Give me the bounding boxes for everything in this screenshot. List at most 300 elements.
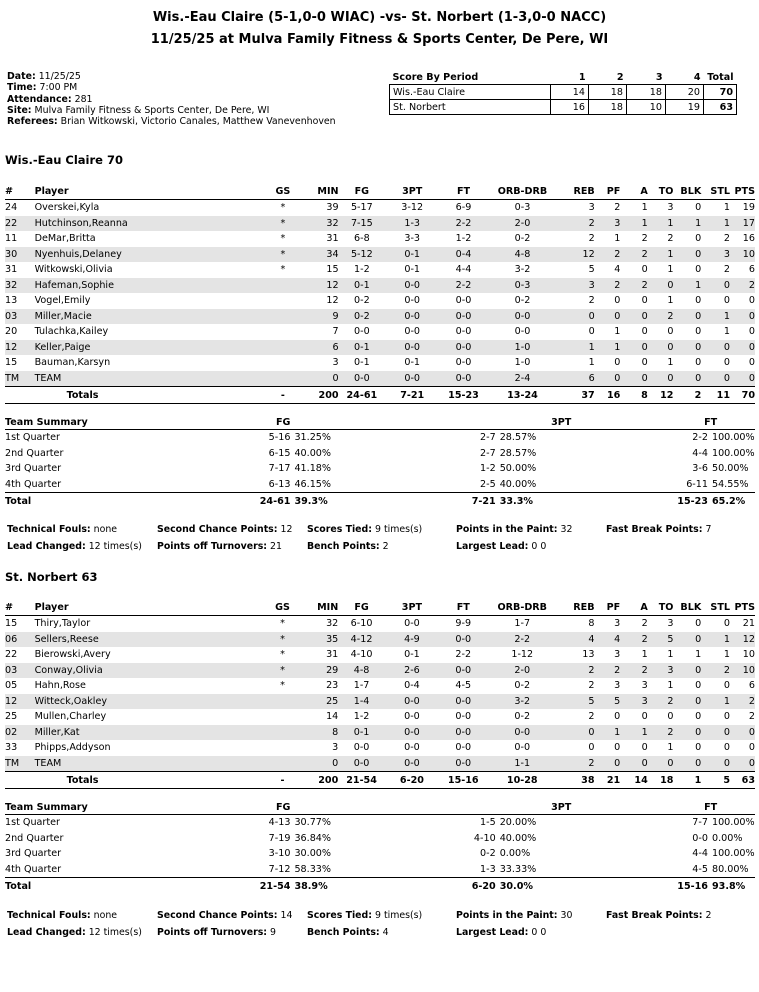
summary-total-row	[5, 493, 755, 510]
cell-reb: 2	[588, 711, 595, 723]
meta-attendance: Attendance: 281	[7, 93, 93, 105]
misc-scores-tied	[307, 907, 422, 924]
summary-cell: 50.00%	[711, 463, 749, 475]
misc-paint	[456, 521, 572, 538]
cell-ast: 0	[641, 742, 648, 754]
cell-ast: 2	[641, 618, 648, 630]
cell-ft: 6-9	[455, 202, 472, 214]
cell-reb: 2	[588, 233, 595, 245]
cell-reb: 0	[557, 725, 595, 741]
team-summary-title: Team Summary	[5, 801, 241, 815]
summary-cell: 36.84%	[294, 832, 332, 844]
total-player: Totals	[35, 772, 267, 789]
misc-label: Largest Lead:	[456, 927, 529, 938]
cell-blk: 0	[673, 309, 701, 325]
summary-cell: 100.00%	[711, 817, 755, 829]
totals-row	[5, 387, 755, 404]
cell-3pt: 0-0	[404, 742, 420, 754]
cell-3pt: 0-0	[404, 618, 420, 630]
team-summary-table	[5, 801, 755, 894]
cell-pts: 19	[742, 202, 755, 214]
cell-ft: 0-0	[439, 309, 487, 325]
player-row	[5, 216, 755, 232]
cell-ft: 2-2	[439, 216, 487, 232]
cell-player: TEAM	[35, 371, 267, 387]
summary-cell: 2-2	[692, 432, 708, 444]
player-row	[5, 663, 755, 679]
cell-player: Hahn,Rose	[34, 680, 86, 692]
box-score-body	[5, 184, 755, 404]
cell-player: Keller,Paige	[35, 340, 267, 356]
column-header-gs: GS	[267, 184, 299, 200]
misc-label: Lead Changed:	[7, 541, 86, 552]
cell-orb-drb: 0-2	[514, 711, 531, 723]
summary-cell: 33.33%	[499, 863, 537, 875]
summary-cell: 4th Quarter	[5, 478, 62, 490]
summary-cell: 80.00%	[711, 863, 749, 875]
summary-cell: 4-10	[473, 832, 496, 844]
cell-fg: 0-1	[339, 278, 386, 294]
player-row	[5, 355, 755, 371]
summary-cell: 2nd Quarter	[5, 447, 64, 459]
cell-reb: 6	[557, 371, 595, 387]
cell-player: Tulachka,Kailey	[34, 326, 109, 338]
cell-pf: 5	[595, 694, 621, 710]
cell-3pt: 0-0	[404, 295, 421, 307]
cell-to: 1	[648, 216, 674, 232]
summary-cell: 38.9%	[290, 878, 456, 895]
cell-pts: 2	[748, 711, 755, 723]
cell-reb: 3	[557, 278, 595, 294]
cell-stl: 0	[723, 357, 730, 369]
cell-stl: 0	[701, 340, 730, 356]
cell-fg: 7-15	[339, 216, 386, 232]
cell-jersey: 15	[5, 618, 18, 630]
player-row	[5, 725, 755, 741]
summary-cell: 4-4	[692, 447, 708, 459]
cell-fg: 0-0	[339, 371, 386, 387]
total-min: 200	[299, 387, 338, 404]
summary-cell: 50.00%	[499, 463, 537, 475]
total-ft: 15-16	[439, 772, 488, 789]
misc-label: Points off Turnovers:	[157, 541, 268, 552]
summary-cell: 7-12	[268, 863, 291, 875]
cell-blk: 0	[673, 756, 701, 772]
cell-pf: 3	[614, 649, 621, 661]
player-row	[5, 632, 755, 648]
total-3pt: 6-20	[385, 772, 439, 789]
player-row	[5, 324, 755, 340]
misc-label: Points in the Paint:	[456, 524, 558, 535]
summary-cell: 4-13	[268, 817, 291, 829]
total-ast: 8	[620, 387, 647, 404]
summary-cell: 28.57%	[499, 447, 537, 459]
cell-ast: 0	[641, 357, 648, 369]
box-score-header	[5, 184, 755, 200]
quarter-row	[5, 461, 755, 477]
summary-cell: 3rd Quarter	[5, 463, 62, 475]
summary-cell: 1-2	[480, 463, 496, 475]
team-summary-title: Team Summary	[5, 416, 241, 430]
cell-blk: 0	[695, 357, 702, 369]
column-header-stl: STL	[701, 184, 730, 200]
cell-ast: 2	[620, 278, 647, 294]
cell-stl: 1	[723, 202, 730, 214]
column-header-blk: BLK	[673, 600, 701, 616]
cell-fg: 1-2	[353, 711, 370, 723]
summary-cell: 93.8%	[708, 878, 755, 895]
misc-label: Second Chance Points:	[157, 524, 278, 535]
column-header-orb-drb: ORB-DRB	[488, 184, 557, 200]
summary-cell: 2-7	[480, 447, 496, 459]
cell-pf: 4	[614, 264, 621, 276]
cell-fg: 4-12	[338, 632, 385, 648]
cell-min: 29	[299, 663, 338, 679]
cell-orb-drb: 0-2	[514, 295, 531, 307]
column-header-to: TO	[648, 184, 674, 200]
misc-label: Lead Changed:	[7, 927, 86, 938]
cell-gs: *	[280, 618, 285, 630]
cell-reb: 1	[588, 357, 595, 369]
cell-pts: 0	[730, 725, 755, 741]
summary-cell: 24-61	[241, 493, 291, 510]
column-header-min: MIN	[299, 184, 338, 200]
cell-reb: 0	[588, 742, 595, 754]
cell-fg: 4-10	[350, 649, 373, 661]
cell-reb: 12	[557, 247, 595, 263]
misc-label: Second Chance Points:	[157, 910, 278, 921]
cell-player: Phipps,Addyson	[34, 742, 111, 754]
cell-reb: 3	[588, 202, 595, 214]
misc-value: 4	[382, 927, 389, 938]
total-fg: 21-54	[338, 772, 385, 789]
cell-pts: 16	[742, 233, 755, 245]
cell-jersey: 30	[5, 247, 35, 263]
cell-ft: 0-0	[455, 326, 472, 338]
misc-fast-break	[606, 521, 711, 538]
column-header-fg: FG	[339, 184, 386, 200]
3pt-header: 3PT	[456, 801, 666, 815]
summary-cell: 3-10	[268, 848, 291, 860]
cell-3pt: 0-4	[404, 680, 420, 692]
summary-cell: 15-23	[666, 493, 708, 510]
column-header-orb-drb: ORB-DRB	[488, 600, 557, 616]
cell-gs: *	[266, 632, 299, 648]
cell-to: 1	[667, 649, 674, 661]
cell-fg: 4-8	[338, 663, 385, 679]
total-stl: 5	[701, 772, 730, 789]
cell-blk: 0	[695, 742, 702, 754]
misc-technical-fouls	[7, 907, 117, 924]
cell-ast: 1	[620, 216, 647, 232]
total-pf: 16	[595, 387, 621, 404]
column-header-jersey: #	[5, 600, 35, 616]
cell-blk: 0	[695, 711, 702, 723]
cell-min: 0	[299, 756, 338, 772]
summary-cell: 5-16	[268, 432, 291, 444]
team-summary-body	[5, 801, 755, 894]
total-player: Totals	[35, 387, 267, 404]
cell-reb: 8	[588, 618, 595, 630]
column-header-reb: REB	[557, 184, 595, 200]
cell-stl: 0	[723, 742, 730, 754]
cell-fg: 6-8	[354, 233, 370, 245]
misc-value: 12 times(s)	[88, 927, 142, 938]
cell-jersey: 33	[5, 742, 18, 754]
misc-lead-changed	[7, 538, 142, 555]
cell-stl: 2	[723, 233, 730, 245]
summary-cell: 31.25%	[294, 432, 332, 444]
summary-cell: Total	[5, 878, 241, 895]
player-row	[5, 340, 755, 356]
cell-fg: 0-1	[338, 725, 385, 741]
cell-blk: 1	[695, 649, 702, 661]
cell-gs: *	[280, 202, 286, 214]
meta-site: Site: Mulva Family Fitness & Sports Center, De Pere, WI	[7, 104, 270, 116]
summary-cell: 3-6	[692, 463, 708, 475]
summary-cell: 30.00%	[294, 848, 332, 860]
cell-stl: 2	[723, 264, 730, 276]
score-by-period-table	[389, 71, 737, 115]
cell-reb: 2	[557, 756, 595, 772]
cell-3pt: 3-12	[401, 202, 424, 214]
cell-to: 5	[648, 632, 674, 648]
cell-min: 39	[326, 202, 339, 214]
ft-header: FT	[666, 801, 755, 815]
cell-ast: 2	[620, 247, 647, 263]
team-title: Wis.-Eau Claire 70	[5, 153, 123, 167]
misc-label: Fast Break Points:	[606, 524, 703, 535]
column-header-ast: A	[620, 600, 648, 616]
cell-3pt: 1-3	[385, 216, 439, 232]
cell-ast: 1	[641, 202, 648, 214]
summary-cell: 0.00%	[499, 848, 531, 860]
cell-ast: 0	[620, 309, 647, 325]
summary-cell: 3rd Quarter	[5, 848, 62, 860]
cell-blk: 0	[673, 632, 701, 648]
cell-to: 2	[648, 725, 674, 741]
cell-gs	[267, 355, 299, 371]
cell-pts: 0	[730, 309, 755, 325]
summary-cell: 54.55%	[711, 478, 749, 490]
misc-label: Scores Tied:	[307, 910, 373, 921]
cell-pts: 0	[748, 326, 755, 338]
cell-to: 3	[667, 618, 674, 630]
cell-gs: *	[266, 663, 299, 679]
total-to: 12	[648, 387, 674, 404]
cell-jersey: 12	[5, 340, 35, 356]
cell-gs	[266, 694, 299, 710]
cell-reb: 13	[582, 649, 595, 661]
cell-fg: 1-4	[338, 694, 385, 710]
meta-time: Time: 7:00 PM	[7, 82, 78, 94]
total-pts: 70	[730, 387, 755, 404]
score-by-period-title: Score By Period	[390, 71, 551, 85]
cell-pf: 0	[614, 711, 621, 723]
column-header-stl: STL	[701, 600, 730, 616]
total-pf: 21	[595, 772, 621, 789]
fg-header: FG	[241, 416, 456, 430]
quarter-row	[5, 477, 755, 493]
cell-min: 12	[326, 295, 339, 307]
summary-cell: 0-2	[480, 848, 496, 860]
cell-pts: 0	[730, 756, 755, 772]
summary-cell: 7-7	[692, 817, 708, 829]
cell-gs: *	[267, 216, 299, 232]
cell-gs: *	[280, 233, 286, 245]
cell-gs: *	[280, 264, 286, 276]
cell-ft: 0-0	[439, 632, 488, 648]
cell-stl: 0	[701, 371, 730, 387]
cell-jersey: 03	[5, 309, 35, 325]
cell-player: TEAM	[35, 756, 267, 772]
cell-gs	[266, 725, 299, 741]
total-fg: 24-61	[339, 387, 386, 404]
player-row	[5, 678, 755, 694]
cell-orb-drb: 0-3	[514, 202, 531, 214]
cell-player: Witkowski,Olivia	[34, 264, 113, 276]
summary-cell: 4-4	[692, 848, 708, 860]
summary-cell: 6-20	[456, 878, 496, 895]
cell-ft: 0-0	[455, 742, 472, 754]
player-row	[5, 200, 755, 216]
cell-orb-drb: 4-8	[488, 247, 557, 263]
quarter-row	[5, 831, 755, 847]
cell-stl: 1	[701, 216, 730, 232]
cell-orb-drb: 0-0	[488, 725, 557, 741]
cell-jersey: 32	[5, 278, 35, 294]
cell-to: 3	[648, 663, 674, 679]
misc-largest-lead	[456, 538, 546, 555]
cell-pf: 0	[595, 309, 621, 325]
cell-ft: 0-0	[455, 357, 472, 369]
column-header-pf: PF	[595, 600, 621, 616]
misc-value: 9 times(s)	[375, 524, 423, 535]
summary-cell: 7-21	[456, 493, 496, 510]
misc-value: 12 times(s)	[88, 541, 142, 552]
cell-orb-drb: 0-0	[514, 742, 531, 754]
cell-fg: 0-1	[354, 357, 370, 369]
cell-stl: 0	[701, 278, 730, 294]
box-score-header	[5, 600, 755, 616]
column-header-reb: REB	[557, 600, 595, 616]
column-header-fg: FG	[338, 600, 385, 616]
summary-cell: 15-16	[666, 878, 708, 895]
summary-cell: 46.15%	[294, 478, 332, 490]
cell-player: Hafeman,Sophie	[35, 278, 267, 294]
summary-cell: 4th Quarter	[5, 863, 62, 875]
cell-reb: 0	[588, 326, 595, 338]
misc-turnovers	[157, 538, 282, 555]
cell-blk: 0	[673, 371, 701, 387]
cell-jersey: 22	[5, 216, 35, 232]
cell-ft: 0-0	[439, 340, 487, 356]
cell-gs	[266, 740, 299, 756]
cell-pf: 0	[614, 357, 621, 369]
cell-stl: 2	[701, 663, 730, 679]
cell-min: 34	[299, 247, 338, 263]
cell-pts: 2	[730, 278, 755, 294]
cell-pf: 1	[614, 326, 621, 338]
cell-pf: 2	[595, 247, 621, 263]
cell-to: 0	[648, 340, 674, 356]
score-by-period-header: Score By Period 1 2 3 4 Total	[390, 71, 737, 85]
quarter-row	[5, 815, 755, 831]
cell-ast: 0	[641, 295, 648, 307]
cell-blk: 0	[673, 340, 701, 356]
cell-ft: 0-0	[439, 725, 488, 741]
misc-label: Bench Points:	[307, 927, 380, 938]
ft-header: FT	[666, 416, 755, 430]
cell-orb-drb: 2-0	[488, 663, 557, 679]
summary-cell: 4-5	[692, 863, 708, 875]
total-ft: 15-23	[439, 387, 487, 404]
summary-cell: 100.00%	[711, 432, 755, 444]
cell-min: 32	[326, 618, 339, 630]
quarter-row	[5, 846, 755, 862]
cell-blk: 0	[695, 202, 702, 214]
cell-blk: 0	[673, 247, 701, 263]
total-orb-drb: 13-24	[488, 387, 557, 404]
cell-ast: 1	[620, 725, 648, 741]
cell-player: Sellers,Reese	[35, 632, 267, 648]
cell-pts: 6	[748, 264, 755, 276]
cell-blk: 0	[673, 694, 701, 710]
player-row	[5, 247, 755, 263]
cell-to: 2	[648, 694, 674, 710]
misc-bench	[307, 924, 389, 941]
misc-technical-fouls	[7, 521, 117, 538]
cell-to: 3	[667, 202, 674, 214]
player-row	[5, 647, 755, 663]
cell-3pt: 0-0	[404, 326, 421, 338]
cell-3pt: 0-1	[404, 649, 420, 661]
cell-player: Bauman,Karsyn	[34, 357, 111, 369]
cell-stl: 0	[723, 618, 730, 630]
cell-blk: 0	[695, 618, 702, 630]
game-matchup-title: Wis.-Eau Claire (5-1,0-0 WIAC) -vs- St. Norbert (1-3,0-0 NACC)	[152, 10, 607, 25]
cell-blk: 1	[673, 216, 701, 232]
cell-min: 32	[299, 216, 338, 232]
total-ast: 14	[620, 772, 648, 789]
summary-cell: 30.77%	[294, 817, 332, 829]
box-score-table	[5, 184, 755, 404]
cell-pts: 10	[730, 247, 755, 263]
cell-pf: 0	[614, 295, 621, 307]
summary-cell: 40.00%	[499, 832, 537, 844]
cell-pts: 21	[742, 618, 755, 630]
cell-player: Miller,Macie	[35, 309, 267, 325]
cell-to: 0	[667, 711, 674, 723]
summary-cell: 7-17	[268, 463, 291, 475]
cell-gs	[267, 293, 299, 309]
total-stl: 11	[701, 387, 730, 404]
summary-cell: 39.3%	[290, 493, 456, 510]
misc-label: Fast Break Points:	[606, 910, 703, 921]
box-score-body	[5, 600, 755, 789]
cell-ast: 3	[641, 680, 648, 692]
cell-orb-drb: 3-2	[514, 264, 531, 276]
meta-referees: Referees: Brian Witkowski, Victorio Canales, Matthew Vanevenhoven	[7, 116, 336, 128]
summary-cell: 6-15	[268, 447, 291, 459]
column-header-jersey: #	[5, 184, 35, 200]
cell-ft: 0-0	[439, 663, 488, 679]
quarter-row	[5, 862, 755, 878]
cell-3pt: 0-0	[385, 725, 439, 741]
misc-second-chance	[157, 521, 292, 538]
cell-jersey: 11	[5, 233, 18, 245]
player-row	[5, 616, 755, 632]
